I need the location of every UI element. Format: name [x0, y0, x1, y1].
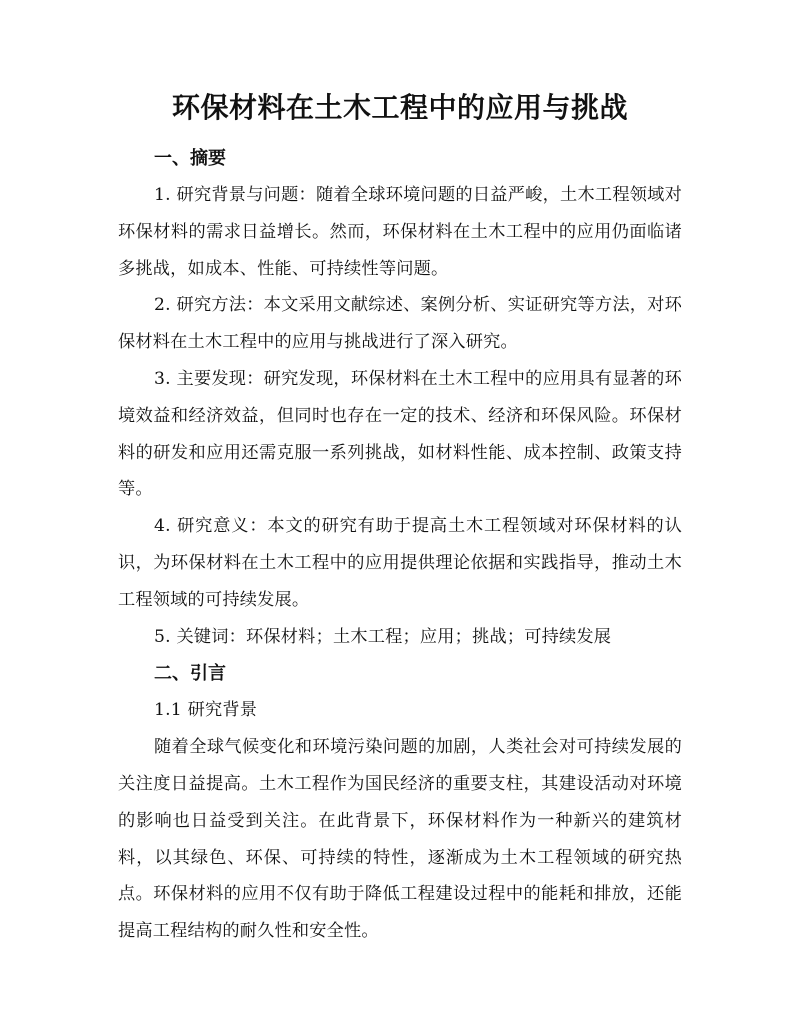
- document-page: [118, 88, 682, 950]
- abstract-paragraph-keywords: 5. 关键词：环保材料；土木工程；应用；挑战；可持续发展: [154, 626, 612, 647]
- abstract-paragraph-significance: 4. 研究意义：本文的研究有助于提高土木工程领域对环保材料的认识，为环保材料在土木工程中的应用提供理论依据和实践指导，推动土木工程领域的可持续发展。: [118, 516, 682, 610]
- section-heading-abstract: 一、摘要: [154, 148, 226, 169]
- abstract-paragraph-findings: 3. 主要发现：研究发现，环保材料在土木工程中的应用具有显著的环境效益和经济效益，但同时也存在一定的技术、经济和环保风险。环保材料的研发和应用还需克服一系列挑战，如材料性能、成本控制、政策支持等。: [118, 368, 682, 500]
- abstract-paragraph-background: 1. 研究背景与问题：随着全球环境问题的日益严峻，土木工程领域对环保材料的需求日益增长。然而，环保材料在土木工程中的应用仍面临诸多挑战，如成本、性能、可持续性等问题。: [118, 185, 682, 279]
- subsection-heading-background: 1.1 研究背景: [154, 700, 258, 721]
- abstract-paragraph-method: 2. 研究方法：本文采用文献综述、案例分析、实证研究等方法，对环保材料在土木工程中的应用与挑战进行了深入研究。: [118, 295, 682, 353]
- document-title: 环保材料在土木工程中的应用与挑战: [171, 91, 628, 124]
- introduction-paragraph: 随着全球气候变化和环境污染问题的加剧，人类社会对可持续发展的关注度日益提高。土木工程作为国民经济的重要支柱，其建设活动对环境的影响也日益受到关注。在此背景下，环保材料作为一种新兴的建筑材料，以其绿色、环保、可持续的特性，逐渐成为土木工程领域的研究热点。环保材料的应用不仅有助于降低工程建设过程中的能耗和排放，还能提高工程结构的耐久性和安全性。: [118, 737, 682, 942]
- section-heading-introduction: 二、引言: [154, 663, 226, 685]
